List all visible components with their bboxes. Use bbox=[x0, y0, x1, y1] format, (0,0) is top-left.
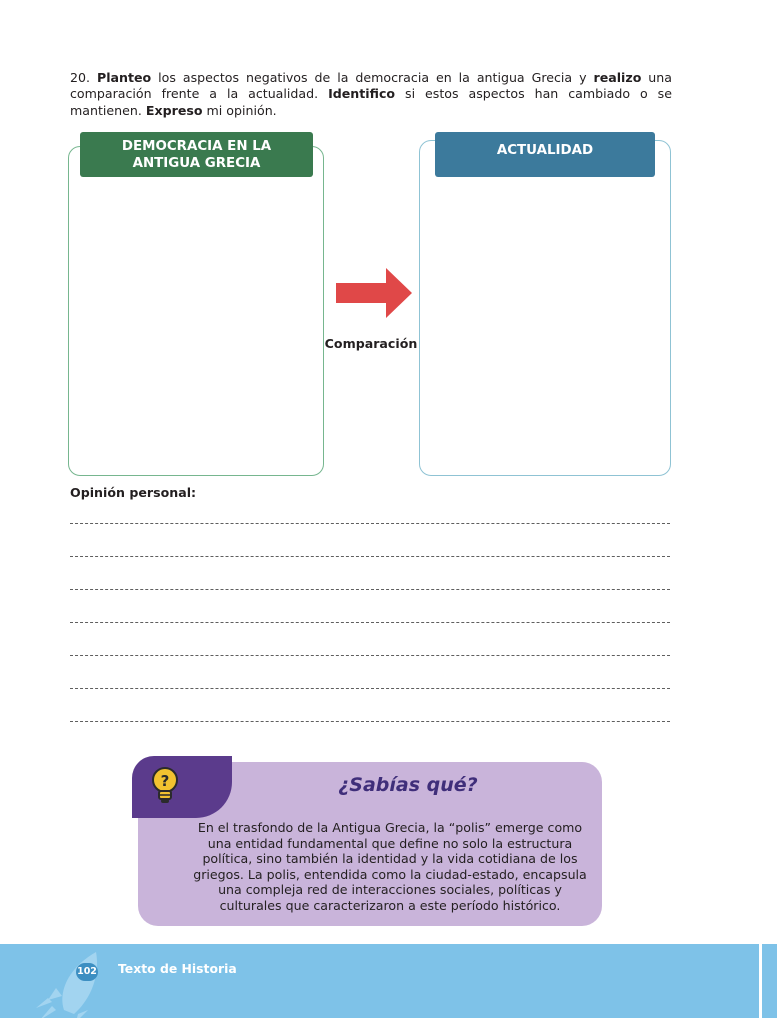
opinion-line[interactable] bbox=[70, 556, 670, 557]
instr-text-2: una comparación frente a la actualidad. bbox=[70, 70, 672, 102]
opinion-line[interactable] bbox=[70, 721, 670, 722]
activity-number: 20. bbox=[70, 70, 91, 85]
comparison-label: Comparación bbox=[324, 336, 418, 351]
verb-expreso: Expreso bbox=[145, 102, 203, 118]
activity-instructions bbox=[70, 70, 672, 119]
opinion-line[interactable] bbox=[70, 622, 670, 623]
opinion-line[interactable] bbox=[70, 523, 670, 524]
present-day-answer-box[interactable] bbox=[419, 140, 671, 476]
opinion-line[interactable] bbox=[70, 589, 670, 590]
footer-divider bbox=[759, 944, 762, 1024]
ancient-greece-answer-box[interactable] bbox=[68, 146, 324, 476]
verb-realizo: realizo bbox=[593, 70, 642, 85]
opinion-label: Opinión personal: bbox=[70, 485, 197, 500]
page-number: 102 bbox=[76, 963, 98, 981]
instr-text-1: los aspectos negativos de la democracia en la antigua Grecia y bbox=[151, 70, 594, 85]
opinion-line[interactable] bbox=[70, 655, 670, 656]
lightbulb-question-icon bbox=[148, 766, 182, 806]
footer-title: Texto de Historia bbox=[118, 961, 237, 976]
footer-bottom-strip bbox=[0, 1018, 777, 1024]
ancient-greece-header: DEMOCRACIA EN LA ANTIGUA GRECIA bbox=[80, 132, 313, 177]
verb-planteo: Planteo bbox=[96, 70, 152, 85]
instr-text-4: mi opinión. bbox=[202, 102, 277, 118]
verb-identifico: Identifico bbox=[328, 86, 396, 102]
instr-text-3: si estos aspectos han cambiado o se mantienen. bbox=[70, 86, 672, 118]
did-you-know-text: En el trasfondo de la Antigua Grecia, la “polis” emerge como una entidad fundamental que define no solo la estructura política, sino también la identidad y la vida cotidiana de los griegos. La polis, entendida como la ciudad-estado, encapsula una compleja red de interacciones sociales, políticas y culturales que caracterizaron a este período histórico. bbox=[193, 820, 587, 913]
right-arrow-icon bbox=[334, 266, 414, 320]
present-day-header: ACTUALIDAD bbox=[435, 132, 655, 177]
opinion-line[interactable] bbox=[70, 688, 670, 689]
did-you-know-title: ¿Sabías qué? bbox=[338, 774, 478, 796]
did-you-know-tab bbox=[132, 756, 232, 818]
svg-text:?: ? bbox=[160, 772, 170, 790]
rocket-icon bbox=[34, 944, 120, 1022]
